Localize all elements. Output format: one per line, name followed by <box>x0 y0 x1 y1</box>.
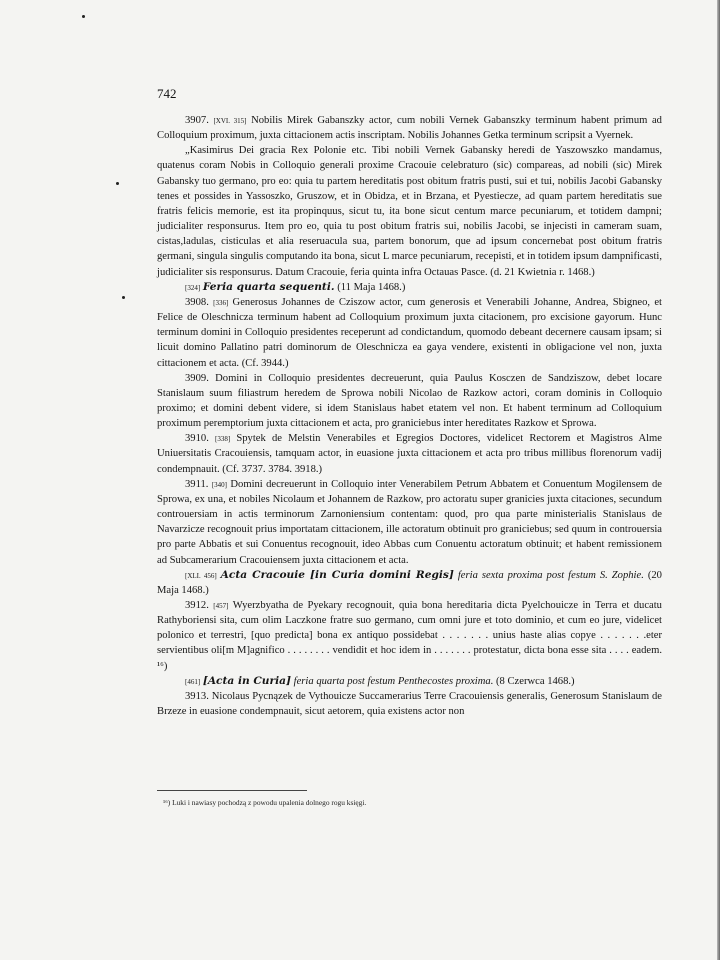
session-heading: [461] [Acta in Curia] feria quarta post festum Penthecostes proxima. (8 Czerwca 1468.) <box>185 674 575 687</box>
entry-3907: 3907. [XVI. 315] Nobilis Mirek Gabanszky actor, cum nobili Vernek Gabanszky terminum habent primum ad Colloquium proximum, juxta cittacionem actis inscriptam. Nobilis Johannes Getka terminum scripsit a Vyernek. <box>157 115 662 142</box>
session-heading: [324] Feria quarta sequenti. (11 Maja 1468.) <box>185 280 406 293</box>
scan-speck <box>122 296 125 299</box>
session-heading: [XLI. 456] Acta Cracouie [in Curia domini Regis] feria sexta proxima post festum S. Zophie. (20 Maja 1468.) <box>157 568 662 596</box>
entry-3913: 3913. Nicolaus Pycnązek de Vythouicze Succamerarius Terre Cracouiensis generalis, Generosum Stanislaum de Brzeze in euasione condempnauit, sicut aetorem, quia existens actor non <box>157 690 662 718</box>
footnote: ¹⁶) Luki i nawiasy pochodzą z powodu upalenia dolnego rogu księgi. <box>163 798 367 807</box>
scan-speck <box>116 182 119 185</box>
letter-paragraph: „Kasimirus Dei gracia Rex Polonie etc. Tibi nobili Vernek Gabansky heredi de Yaszowszko mandamus, quatenus coram Nobis in Colloquio generali proxime Cracouie celebraturo (sic) compareas, ad nobili (sic) Mirek Gabansky tuo germano, pro eo: quia tu partem hereditatis post obitum fratris pusti, sui et tui, nobilis Jacobi Gabansky tenes et possides in Yassoszko, Gruszow, et in Obidza, et in Brzana, et Pyestiecze, ad quam partem hereditatis sue fratris felicis memorie, est ita propinquus, sicut tu, ita bone sicut centum marce pecuniarum, et totidem dampni; judicialiter responsurus. Item pro eo, quia tu post obitum fratris sui, nobilis Jacobi, se injecisti in cameram suam, cistas,ladulas, cisticulas et alia reseruacula sua, partem bonorum, que ad ipsum concernebat post obitum fratris germani, singula singulis computando ita bona, sicut L marce pecuniarum, recepisti, et in totidem ipsum dampnificasti, judicialiter sis responsurus. Datum Cracouie, feria quinta infra Octauas Pasce. (d. 21 Kwietnia r. 1468.) <box>157 145 662 278</box>
footnote-divider <box>157 790 307 791</box>
page-number: 742 <box>157 86 177 101</box>
entry-3909: 3909. Domini in Colloquio presidentes decreuerunt, quia Paulus Kosczen de Sandziszow, debet locare Stanislaum suum filiastrum heredem de Sprowa nobili Nicolao de Razkow actori, coram dominis in Colloquio proximo; et domini debent videre, si idem Stanislaus habet etatem vel non. Et habent terminum ad Colloquium proximum peremptorium juxta cittacionem et acta, pro graniciebus inter hereditates Razkow et Sprowa. <box>157 372 662 430</box>
scan-speck <box>82 15 85 18</box>
entry-3910: 3910. [338] Spytek de Melstin Venerabiles et Egregios Doctores, videlicet Rectorem et Magistros Alme Uniuersitatis Cracouiensis, tamquam actor, in euasione juxta cittacionem et acta pro tribus millibus florenorum vadij condempnauit. (Cf. 3737. 3784. 3918.) <box>157 433 662 475</box>
entry-3911: 3911. [340] Domini decreuerunt in Colloquio inter Venerabilem Petrum Abbatem et Conuentum Mogilensem de Sprowa, ex una, et nobiles Nicolaum et Johannem de Razkow, pro actoratu super granicies juxta citaciones, secundum controuersiam in actis terminorum Zarnoniensium contentam: quod, pro qua parte ministerialis Stanislaus de Navarzicze recognouit prius importatam cittacionem, ille actoratum obtinuit pro graniciebus; sed quum in controuersia pro parte Abbatis et sui Conuentus recognouit, ideo Abbas cum Conuentu actoratum obtinuit; et habent remissionem ad Subcamerarium Cracouiensem juxta cittacionem et acta. <box>157 478 663 566</box>
entry-3912: 3912. [457] Wyerzbyatha de Pyekary recognouit, quia bona hereditaria dicta Pyelchouicze in Terra et ducatu Rathyboriensi sita, cum olim Laczkone fratre suo germano, cum omni jure et toto dominio, et cum eo jure, videlicet polonico et terrestri, [quo predicta] bona ex antiquo possidebat . . . . . . . unius haste alias copye . . . . . . .eter servientibus oli[m M]agnifico . . . . . . . . vendidit et hoc idem in . . . . . . . protestatur, dicta bona esse sita . . . . eadem. ¹⁶) <box>157 600 662 672</box>
entry-3908: 3908. [336] Generosus Johannes de Cziszow actor, cum generosis et Venerabili Johanne, Andrea, Sbigneo, et Felice de Oleschnicza terminum habent ad Colloquium proximum juxta citacionem, pro excisione gayorum. Hunc terminum domini in Colloquio presidentes receperunt ad condictandum, quomodo debeant decernere causam ipsam; si licuit domino Pallatino patri dominorum de Oleschnicza ea gaya vendere, existenti in obligacione vel non, juxta cittacionem et acta. (Cf. 3944.) <box>157 296 662 369</box>
document-body <box>157 113 662 719</box>
